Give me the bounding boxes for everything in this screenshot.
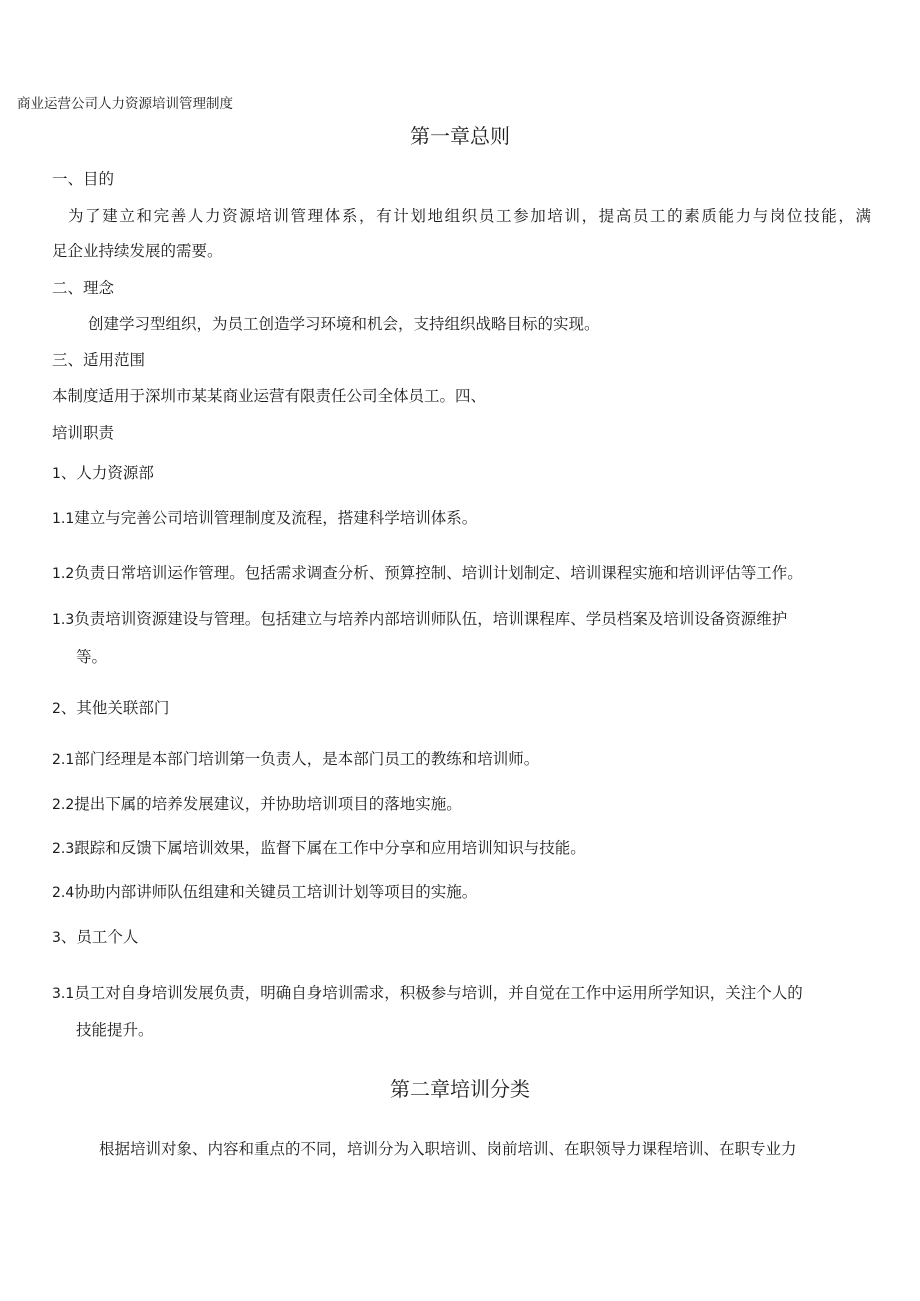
chapter-2-title: 第二章培训分类 (390, 1077, 530, 1101)
list-item-1-1 (52, 507, 477, 530)
list-item-3-1 (52, 982, 803, 1005)
list-item-number: 1.1 (52, 511, 75, 527)
section-purpose-heading: 一、目的 (52, 170, 115, 188)
chapter-1-title: 第一章总则 (410, 124, 510, 148)
chapter-2-paragraph: 根据培训对象、内容和重点的不同，培训分为入职培训、岗前培训、在职领导力课程培训、在职专业力 (99, 1140, 797, 1158)
list-item-text: 协助内部讲师队伍组建和关键员工培训计划等项目的实施。 (74, 883, 478, 901)
list-item-number: 3.1 (52, 986, 75, 1002)
list-item-1-3 (52, 608, 787, 631)
other-departments-heading (52, 697, 169, 720)
section-responsibilities-heading: 培训职责 (52, 424, 115, 442)
section-purpose-paragraph-line1: 为了建立和完善人力资源培训管理体系，有计划地组织员工参加培训，提高员工的素质能力与岗位技能，满 (68, 207, 871, 225)
list-item-number: 2.1 (52, 752, 75, 768)
list-item-number: 2.2 (52, 797, 75, 813)
employee-title: 、员工个人 (60, 928, 139, 946)
list-item-text: 员工对自身培训发展负责，明确自身培训需求，积极参与培训，并自觉在工作中运用所学知识，关注个人的 (74, 984, 803, 1002)
employee-heading (52, 926, 138, 949)
hr-department-number: 1 (52, 466, 61, 482)
list-item-text: 负责培训资源建设与管理。包括建立与培养内部培训师队伍，培训课程库、学员档案及培训设备资源维护 (74, 610, 788, 628)
employee-number: 3 (52, 930, 61, 946)
list-item-text: 负责日常培训运作管理。包括需求调查分析、预算控制、培训计划制定、培训课程实施和培训评估等工作。 (74, 564, 803, 582)
section-scope-paragraph: 本制度适用于深圳市某某商业运营有限责任公司全体员工。四、 (52, 387, 487, 405)
section-purpose-paragraph-line2: 足企业持续发展的需要。 (52, 242, 223, 260)
section-scope-heading: 三、适用范围 (52, 351, 146, 369)
other-departments-number: 2 (52, 701, 61, 717)
list-item-text: 部门经理是本部门培训第一负责人，是本部门员工的教练和培训师。 (74, 750, 540, 768)
list-item-number: 1.3 (52, 612, 75, 628)
other-departments-title: 、其他关联部门 (60, 699, 170, 717)
list-item-2-1 (52, 748, 539, 771)
list-item-number: 1.2 (52, 566, 75, 582)
hr-department-title: 、人力资源部 (60, 464, 154, 482)
list-item-1-3-continuation: 等。 (76, 648, 108, 666)
list-item-2-3 (52, 837, 586, 860)
document-header-title: 商业运营公司人力资源培训管理制度 (17, 96, 233, 112)
list-item-3-1-continuation: 技能提升。 (76, 1021, 154, 1039)
list-item-2-2 (52, 793, 462, 816)
list-item-2-4 (52, 881, 477, 904)
section-philosophy-paragraph: 创建学习型组织，为员工创造学习环境和机会，支持组织战略目标的实现。 (88, 315, 600, 333)
list-item-number: 2.3 (52, 841, 75, 857)
hr-department-heading (52, 462, 154, 485)
list-item-text: 提出下属的培养发展建议，并协助培训项目的落地实施。 (74, 795, 462, 813)
list-item-text: 跟踪和反馈下属培训效果，监督下属在工作中分享和应用培训知识与技能。 (74, 839, 586, 857)
list-item-text: 建立与完善公司培训管理制度及流程，搭建科学培训体系。 (74, 509, 478, 527)
list-item-1-2 (52, 562, 803, 585)
section-philosophy-heading: 二、理念 (52, 279, 115, 297)
list-item-number: 2.4 (52, 885, 75, 901)
